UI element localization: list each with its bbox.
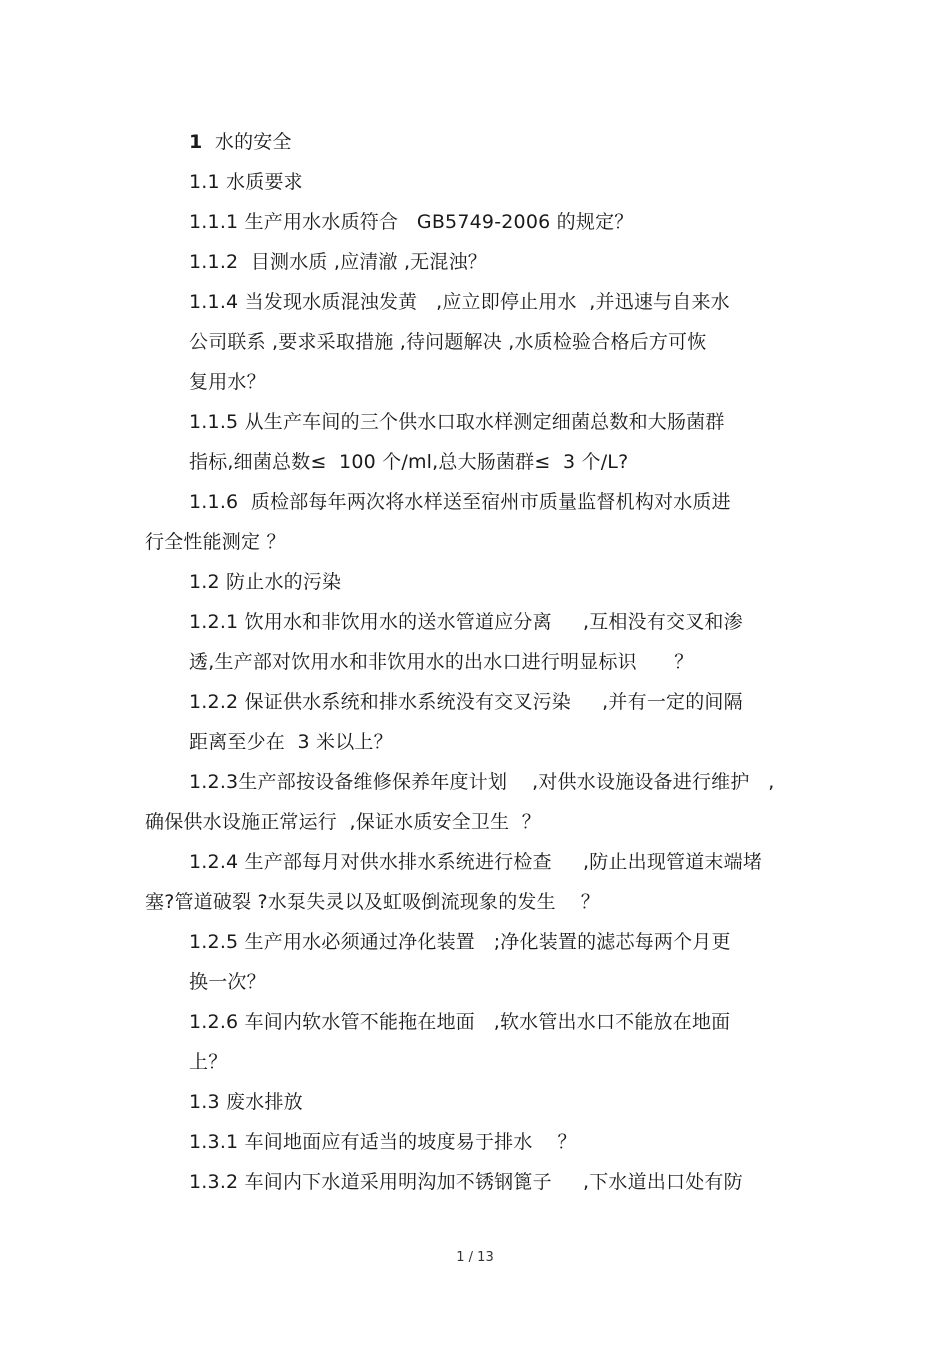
- paragraph-line: 1.1.6 质检部每年两次将水样送至宿州市质量监督机构对水质进: [189, 491, 731, 513]
- paragraph-line: 1.2.2 保证供水系统和排水系统没有交叉污染 ,并有一定的间隔: [189, 691, 743, 713]
- page-number: 1 / 13: [456, 1250, 494, 1265]
- paragraph-line: 1.1.1 生产用水水质符合 GB5749-2006 的规定？: [189, 211, 634, 233]
- paragraph-line: 1.2.5 生产用水必须通过净化装置 ;净化装置的滤芯每两个月更: [189, 931, 731, 953]
- paragraph-line: 复用水？: [189, 371, 266, 393]
- paragraph-line: 1.2.6 车间内软水管不能拖在地面 ,软水管出水口不能放在地面: [189, 1011, 731, 1033]
- paragraph-line: 换一次？: [189, 971, 266, 993]
- section-heading: [189, 130, 292, 154]
- paragraph-line: 1.1.4 当发现水质混浊发黄 ,应立即停止用水 ,并迅速与自来水: [189, 291, 730, 313]
- paragraph-line: 透,生产部对饮用水和非饮用水的出水口进行明显标识 ？: [189, 651, 694, 673]
- paragraph-line: 1.1.2 目测水质 ,应清澈 ,无混浊？: [189, 251, 487, 273]
- subsection-heading: 1.2 防止水的污染: [189, 571, 342, 593]
- paragraph-line: 1.2.3生产部按设备维修保养年度计划 ,对供水设施设备进行维护 ,: [189, 771, 775, 793]
- paragraph-line: 1.2.1 饮用水和非饮用水的送水管道应分离 ,互相没有交叉和渗: [189, 611, 743, 633]
- paragraph-line: 距离至少在 3 米以上？: [189, 731, 393, 753]
- subsection-heading: 1.1 水质要求: [189, 171, 303, 193]
- paragraph-line: 确保供水设施正常运行 ,保证水质安全卫生 ？: [145, 811, 541, 833]
- paragraph-line: 行全性能测定 ？: [145, 531, 286, 553]
- paragraph-line: 指标,细菌总数≤ 100 个/ml,总大肠菌群≤ 3 个/L?: [189, 451, 629, 473]
- paragraph-line: 1.1.5 从生产车间的三个供水口取水样测定细菌总数和大肠菌群: [189, 411, 725, 433]
- paragraph-line: 塞?管道破裂 ?水泵失灵以及虹吸倒流现象的发生 ？: [145, 891, 600, 913]
- subsection-heading: 1.3 废水排放: [189, 1091, 303, 1113]
- paragraph-line: 上？: [189, 1051, 228, 1073]
- section-number: 1: [189, 131, 203, 153]
- paragraph-line: 1.3.2 车间内下水道采用明沟加不锈钢篦子 ,下水道出口处有防: [189, 1171, 743, 1193]
- paragraph-line: 1.3.1 车间地面应有适当的坡度易于排水 ？: [189, 1131, 577, 1153]
- paragraph-line: 1.2.4 生产部每月对供水排水系统进行检查 ,防止出现管道末端堵: [189, 851, 763, 873]
- paragraph-line: 公司联系 ,要求采取措施 ,待问题解决 ,水质检验合格后方可恢: [189, 331, 707, 353]
- section-title: 水的安全: [202, 131, 292, 153]
